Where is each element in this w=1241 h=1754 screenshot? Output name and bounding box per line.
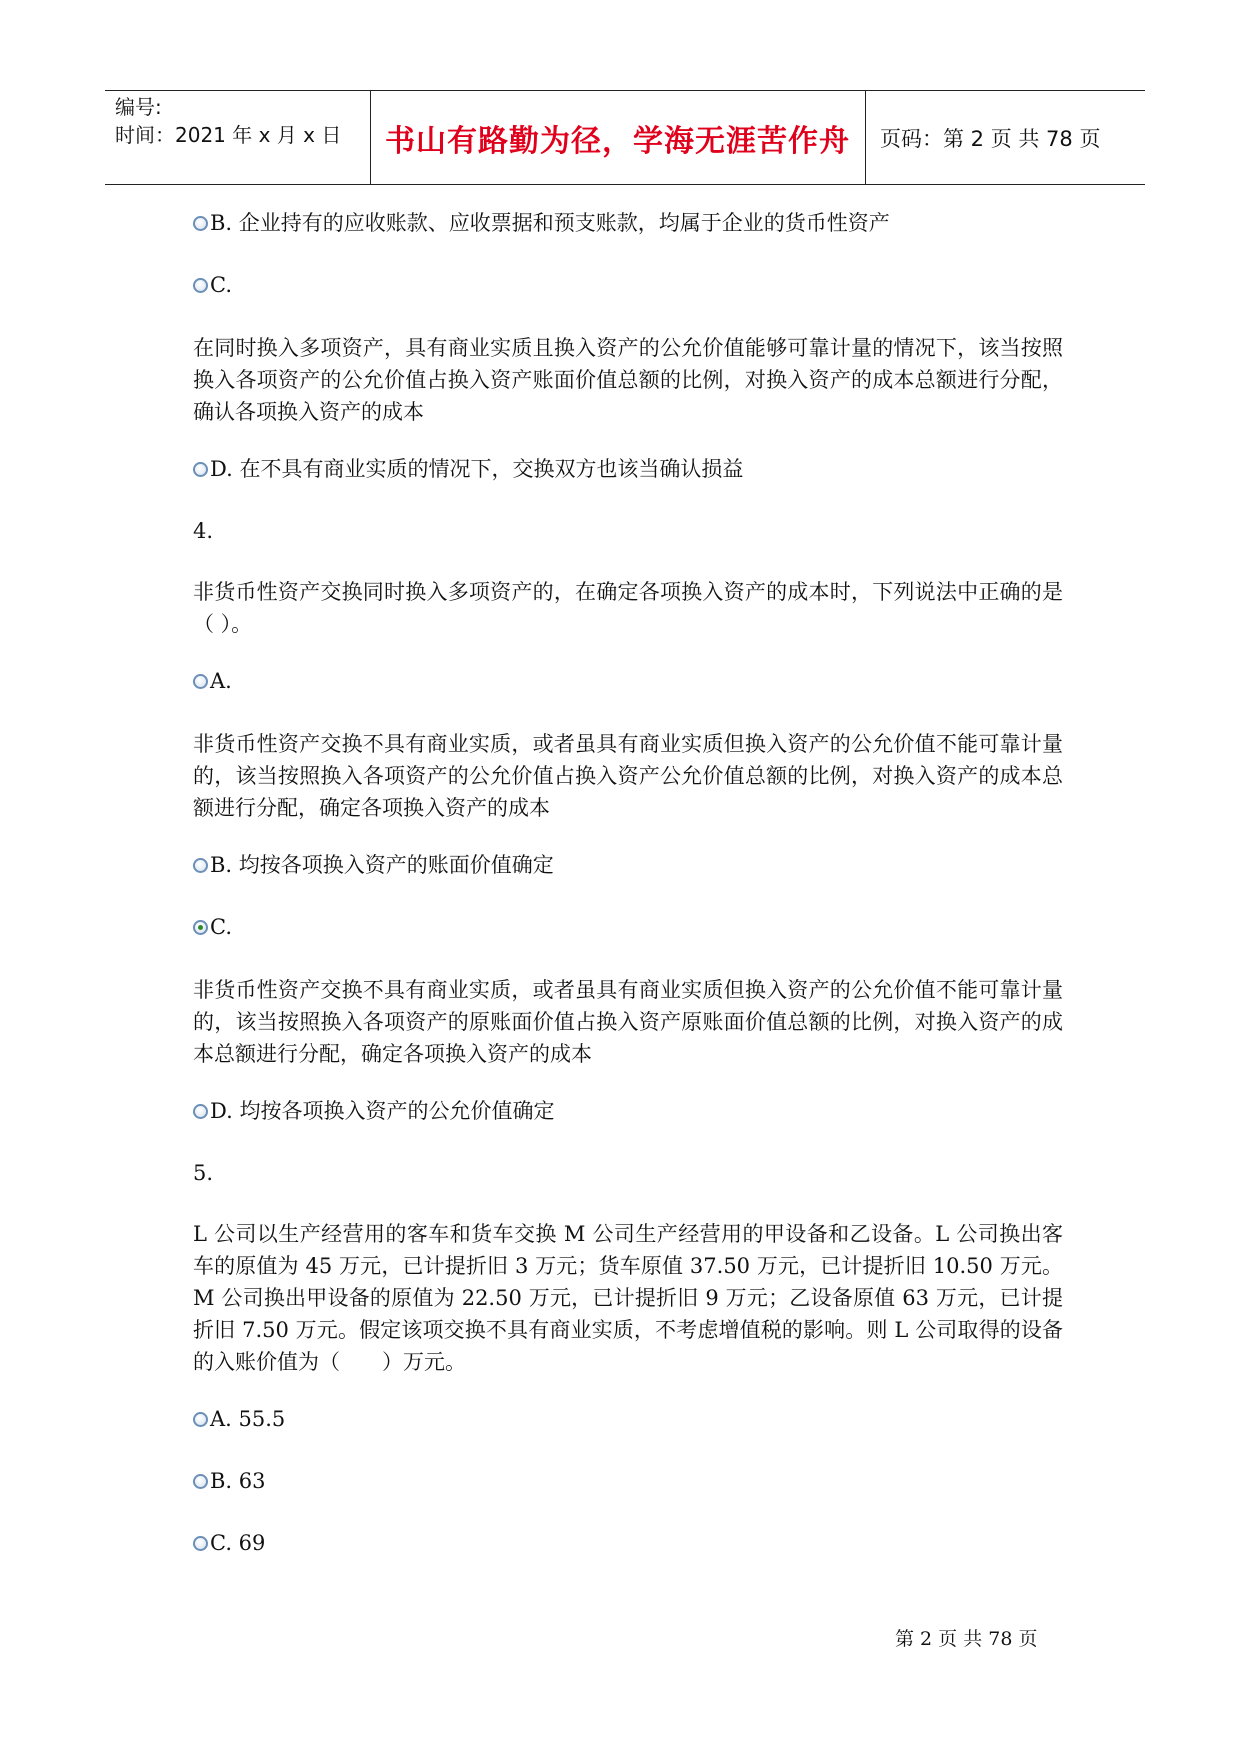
header-motto: 书山有路勤为径，学海无涯苦作舟 (385, 123, 850, 159)
time-label: 时间：2021 年 x 月 x 日 (115, 123, 342, 147)
q4-option-c-text: 非货币性资产交换不具有商业实质，或者虽具有商业实质但换入资产的公允价值不能可靠计量的，该当按照换入各项资产的原账面价值占换入资产原账面价值总额的比例，对换入资产的成本总额进行分配，确定各项换入资产的成本 (193, 978, 1063, 1066)
q4-question: 非货币性资产交换同时换入多项资产的，在确定各项换入资产的成本时，下列说法中正确的是（ ）。 (193, 580, 1063, 636)
page-footer: 第 2 页 共 78 页 (895, 1628, 1038, 1650)
option-label: C. 69 (210, 1531, 266, 1555)
header-meta (115, 93, 365, 149)
radio-button-icon[interactable] (193, 1104, 208, 1119)
option-label: B. 企业持有的应收账款、应收票据和预支账款，均属于企业的货币性资产 (210, 211, 890, 235)
header-page-number: 页码：第 2 页 共 78 页 (880, 126, 1101, 151)
page-header (105, 90, 1145, 185)
serial-label: 编号: (115, 95, 162, 119)
q4-option-b[interactable] (193, 850, 1063, 880)
option-label: C. (210, 273, 232, 297)
q4-option-c[interactable] (193, 912, 1063, 942)
radio-button-icon[interactable] (193, 462, 208, 477)
q5-question: L 公司以生产经营用的客车和货车交换 M 公司生产经营用的甲设备和乙设备。L 公司换出客车的原值为 45 万元，已计提折旧 3 万元；货车原值 37.50 万元，已计提折旧 10.50 万元。M 公司换出甲设备的原值为 22.50 万元，已计提折旧 9 万元；乙设备原值 63 万元，已计提折旧 7.50 万元。假定该项交换不具有商业实质，不考虑增值税的影响。则 L 公司取得的设备的入账价值为（ ）万元。 (193, 1222, 1063, 1374)
document-body (193, 208, 1063, 1590)
radio-button-icon[interactable] (193, 278, 208, 293)
radio-button-icon[interactable] (193, 216, 208, 231)
q4-option-a-text: 非货币性资产交换不具有商业实质，或者虽具有商业实质但换入资产的公允价值不能可靠计量的，该当按照换入各项资产的公允价值占换入资产公允价值总额的比例，对换入资产的成本总额进行分配，确定各项换入资产的成本 (193, 732, 1063, 820)
q3-option-c[interactable] (193, 270, 1063, 300)
radio-button-icon[interactable] (193, 1474, 208, 1489)
q5-option-c[interactable] (193, 1528, 1063, 1558)
q4-number: 4. (193, 519, 214, 543)
q5-option-a[interactable] (193, 1404, 1063, 1434)
radio-button-icon[interactable] (193, 1536, 208, 1551)
option-label: A. (210, 669, 232, 693)
q4-option-d[interactable] (193, 1096, 1063, 1126)
option-label: D. 均按各项换入资产的公允价值确定 (210, 1099, 555, 1123)
radio-button-icon[interactable] (193, 858, 208, 873)
option-label: D. 在不具有商业实质的情况下，交换双方也该当确认损益 (210, 457, 744, 481)
header-divider-right (865, 91, 866, 184)
q3-option-d[interactable] (193, 454, 1063, 484)
q5-number: 5. (193, 1161, 214, 1185)
q3-option-c-text: 在同时换入多项资产，具有商业实质且换入资产的公允价值能够可靠计量的情况下，该当按照换入各项资产的公允价值占换入资产账面价值总额的比例，对换入资产的成本总额进行分配，确认各项换入资产的成本 (193, 336, 1063, 424)
q4-option-a[interactable] (193, 666, 1063, 696)
q5-option-b[interactable] (193, 1466, 1063, 1496)
option-label: B. 63 (210, 1469, 266, 1493)
radio-button-icon[interactable] (193, 674, 208, 689)
radio-button-checked-icon[interactable] (193, 920, 208, 935)
option-label: C. (210, 915, 232, 939)
option-label: B. 均按各项换入资产的账面价值确定 (210, 853, 554, 877)
q3-option-b[interactable] (193, 208, 1063, 238)
option-label: A. 55.5 (210, 1407, 286, 1431)
radio-button-icon[interactable] (193, 1412, 208, 1427)
